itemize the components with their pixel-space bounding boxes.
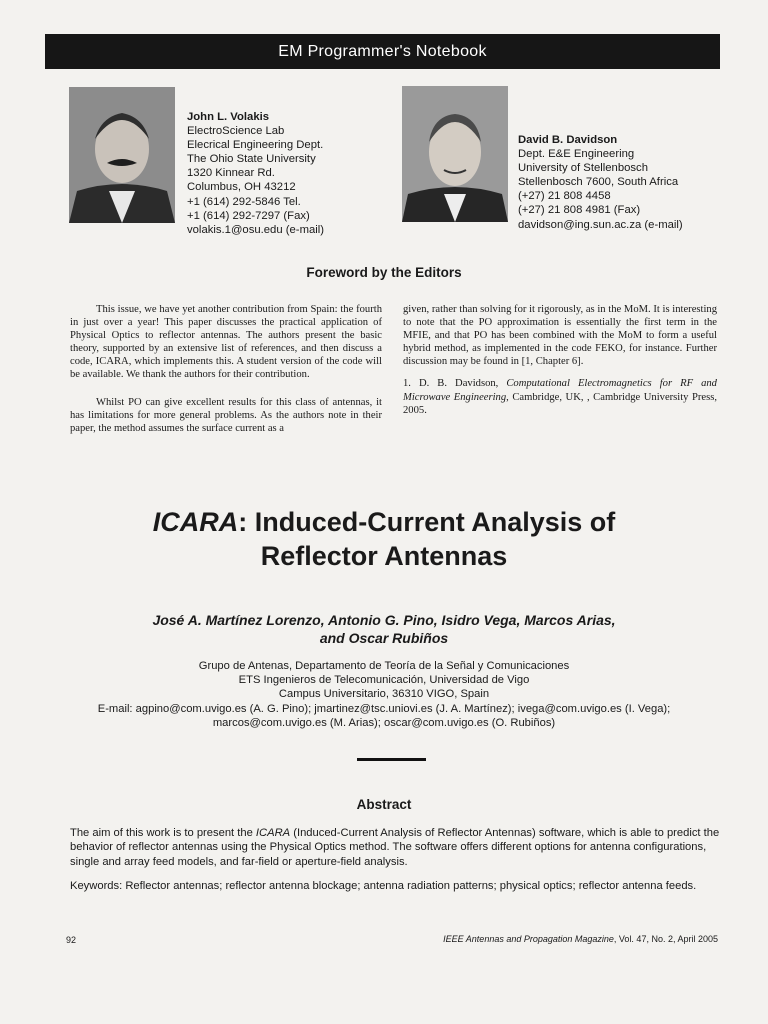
section-divider — [357, 758, 426, 761]
reference-title: Computational Electromagnetics for RF and Microwave Engineering — [403, 378, 717, 403]
editor-name: David B. Davidson — [518, 134, 618, 146]
abstract-software-name: ICARA — [255, 827, 291, 839]
affiliation-line: ETS Ingenieros de Telecomunicación, Universidad de Vigo — [238, 674, 530, 687]
article-title — [0, 505, 768, 573]
editor-line: +1 (614) 292-5846 Tel. — [187, 195, 301, 208]
abstract-text-end: (Induced-Current Analysis of Reflector Antennas) software, which is able to predict the behavior of reflector antennas using the Physical Optics method. The software offers different options for antenna configurations, single and array feed models, and far-field or aperture-field analysis. — [70, 827, 720, 868]
abstract-heading: Abstract — [356, 797, 412, 812]
foreword-paragraph: This issue, we have yet another contribution from Spain: the fourth in just over a year! This paper discusses the practical application of Physical Optics to reflector antennas. The authors present the basic theory, supported by an extensive list of references, and then discuss a code, ICARA, which implements this. A student version of the code will be available. We thank the authors for their contribution. — [70, 304, 382, 381]
article-title-italic: ICARA — [152, 507, 239, 537]
editor-line: +1 (614) 292-7297 (Fax) — [187, 209, 310, 222]
foreword-reference — [403, 377, 717, 416]
page-number: 92 — [66, 935, 77, 945]
editor-line: 1320 Kinnear Rd. — [187, 167, 275, 180]
editor-photo-volakis — [69, 87, 175, 223]
editor-line: Dept. E&E Engineering — [518, 148, 635, 161]
authors-line: José A. Martínez Lorenzo, Antonio G. Pino, Isidro Vega, Marcos Arias, — [152, 612, 616, 628]
reference-suffix: , Cambridge, UK, , Cambridge University Press, 2005. — [403, 391, 718, 416]
article-title-line2: Reflector Antennas — [260, 541, 508, 571]
reference-prefix: 1. D. B. Davidson, — [403, 378, 499, 390]
authors-line: and Oscar Rubiños — [319, 630, 449, 646]
affiliation-line: Campus Universitario, 36310 VIGO, Spain — [278, 688, 490, 701]
editor-line: The Ohio State University — [187, 153, 316, 166]
editor-line: (+27) 21 808 4458 — [518, 190, 611, 203]
editor-photo-davidson — [402, 86, 508, 222]
journal-citation — [443, 934, 718, 944]
editor-info-volakis — [187, 110, 324, 237]
journal-name: IEEE Antennas and Propagation Magazine — [443, 934, 614, 944]
editor-line: ElectroScience Lab — [187, 125, 285, 138]
affiliation-block — [0, 659, 768, 730]
article-title-rest: : Induced-Current Analysis of — [238, 507, 616, 537]
foreword-right-column — [403, 303, 717, 417]
affiliation-emails: E-mail: agpino@com.uvigo.es (A. G. Pino); jmartinez@tsc.uniovi.es (J. A. Martínez); ivega@com.uvigo.es (I. Vega); — [97, 702, 671, 715]
editor-line: Columbus, OH 43212 — [187, 181, 296, 194]
foreword-paragraph: Whilst PO can give excellent results for this class of antennas, it has limitations for more general problems. As the authors note in their paper, the method assumes the surface current as a — [70, 396, 382, 434]
editor-line: Elecrical Engineering Dept. — [187, 139, 324, 152]
foreword-paragraph: given, rather than solving for it rigorously, as in the MoM. It is interesting to note that the PO approximation is essentially the first term in the MFIE, and that PO has been combined with the MoM to form a useful hybrid method, as implemented in the code FEKO, for instance. Further discussion may be found in [1, Chapter 6]. — [403, 304, 717, 368]
abstract-text — [70, 826, 720, 869]
editor-line: Stellenbosch 7600, South Africa — [518, 176, 679, 189]
editor-line: (+27) 21 808 4981 (Fax) — [518, 204, 641, 217]
affiliation-emails: marcos@com.uvigo.es (M. Arias); oscar@com.uvigo.es (O. Rubiños) — [212, 716, 556, 729]
editor-name: John L. Volakis — [187, 111, 270, 123]
section-header — [45, 34, 720, 69]
journal-issue: , Vol. 47, No. 2, April 2005 — [613, 934, 718, 944]
editor-info-davidson — [518, 133, 683, 232]
foreword-title: Foreword by the Editors — [306, 265, 462, 280]
section-title: EM Programmer's Notebook — [278, 42, 487, 60]
editor-line: University of Stellenbosch — [518, 162, 648, 175]
affiliation-line: Grupo de Antenas, Departamento de Teoría de la Señal y Comunicaciones — [198, 660, 570, 672]
editor-email: davidson@ing.sun.ac.za (e-mail) — [518, 218, 683, 231]
abstract-text-start: The aim of this work is to present the — [70, 827, 256, 839]
foreword-left-column — [70, 303, 382, 435]
editor-email: volakis.1@osu.edu (e-mail) — [187, 223, 325, 236]
keywords: Keywords: Reflector antennas; reflector antenna blockage; antenna radiation patterns; physical optics; reflector antenna feeds. — [70, 880, 697, 892]
author-list — [0, 611, 768, 647]
